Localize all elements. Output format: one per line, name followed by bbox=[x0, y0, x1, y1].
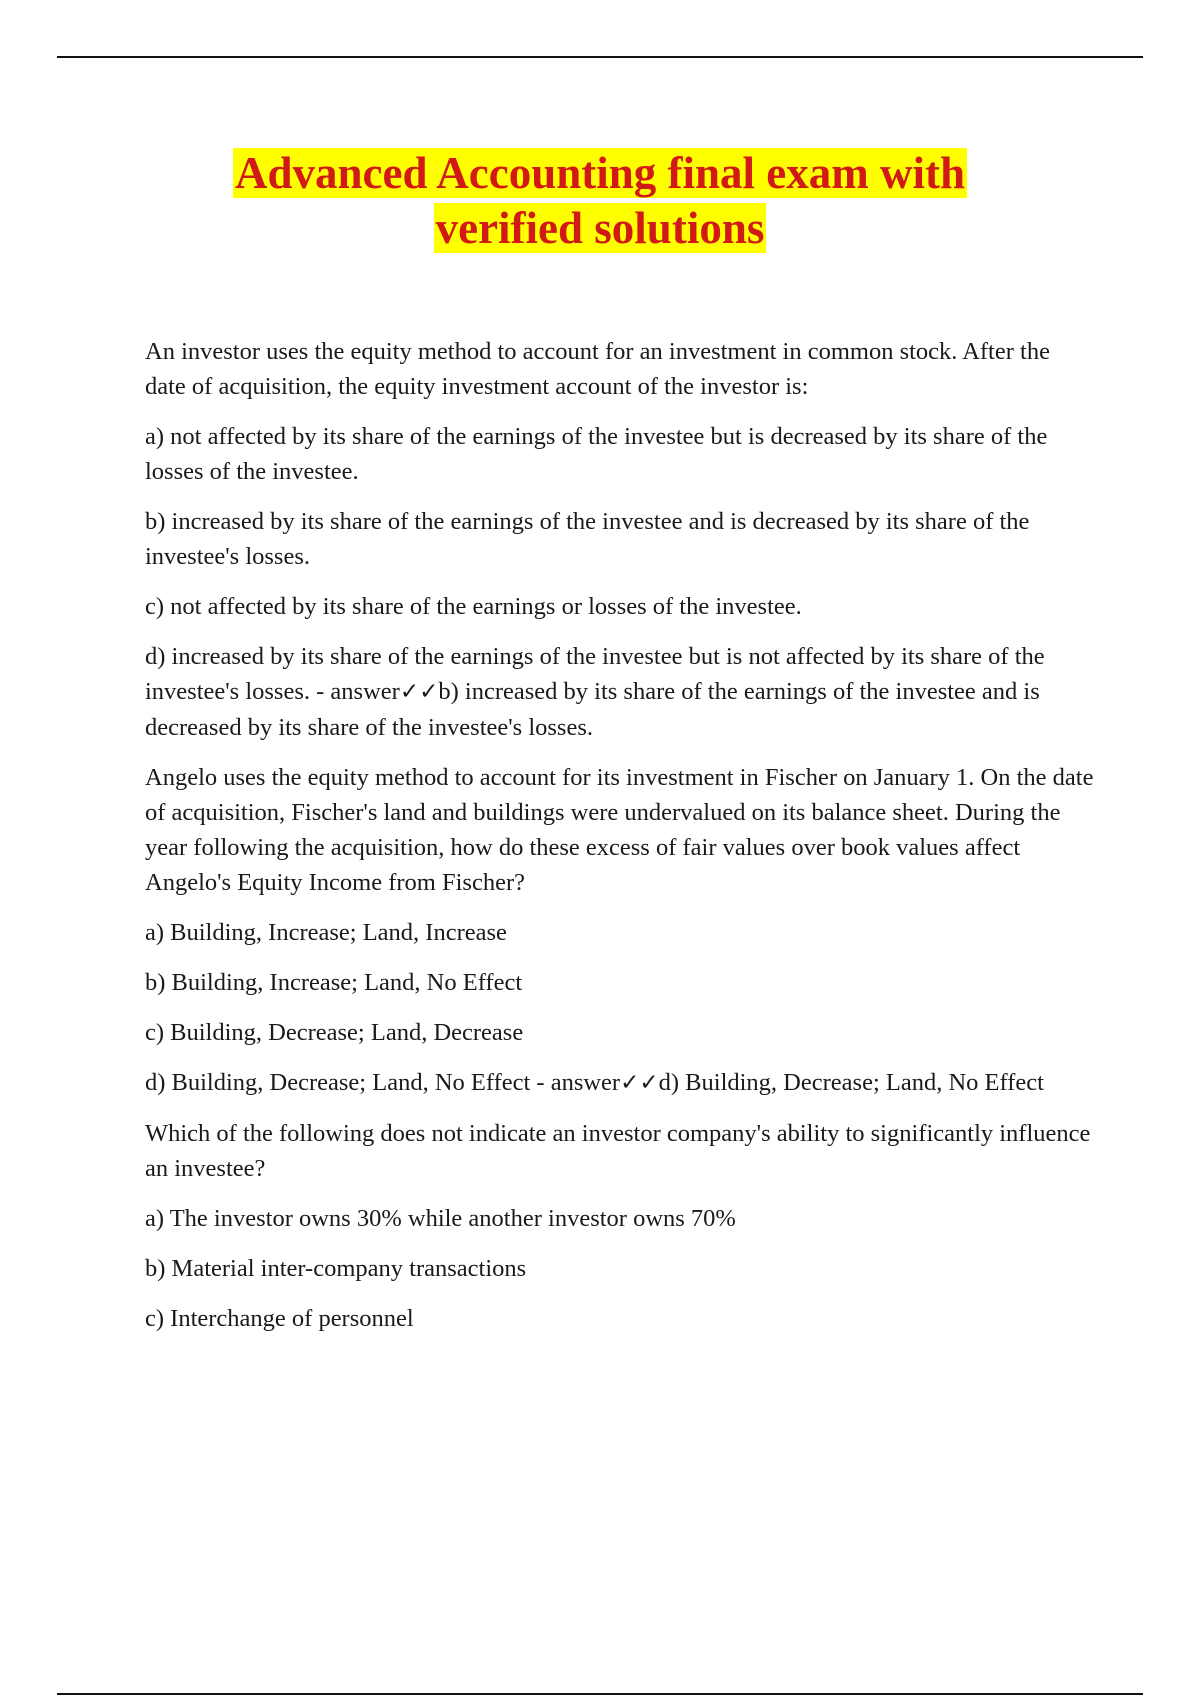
question-option: c) Interchange of personnel bbox=[145, 1305, 414, 1332]
title-block bbox=[0, 146, 1200, 256]
question-option: a) Building, Increase; Land, Increase bbox=[145, 919, 507, 946]
question-stem: Which of the following does not indicate an investor company's ability to significantly influence an investee? bbox=[145, 1120, 1091, 1182]
answer-text: d) Building, Decrease; Land, No Effect bbox=[658, 1069, 1044, 1096]
question-option: b) Building, Increase; Land, No Effect bbox=[145, 969, 523, 996]
top-rule bbox=[57, 56, 1143, 58]
check-mark-icon: ✓✓ bbox=[399, 679, 439, 705]
question-option: b) Material inter-company transactions bbox=[145, 1255, 527, 1282]
document-body bbox=[145, 334, 1095, 1351]
document-title: Advanced Accounting final exam with verified solutions bbox=[234, 148, 966, 253]
question-option-with-answer bbox=[145, 1065, 1095, 1101]
question-option: d) Building, Decrease; Land, No Effect - answer bbox=[145, 1069, 621, 1096]
question-option: a) not affected by its share of the earnings of the investee but is decreased by its share of the losses of the investee. bbox=[145, 423, 1048, 485]
answer-text: b) increased by its share of the earnings of the investee and is decreased by its share of the investee's losses. bbox=[145, 678, 1040, 741]
question-option: c) not affected by its share of the earnings or losses of the investee. bbox=[145, 593, 802, 620]
check-mark-icon: ✓✓ bbox=[620, 1070, 659, 1096]
question-option: b) increased by its share of the earnings of the investee and is decreased by its share of the investee's losses. bbox=[145, 508, 1030, 570]
question-option: d) increased by its share of the earnings of the investee but is not affected by its share of the investee's losses. - answer bbox=[145, 643, 1045, 705]
question-option: c) Building, Decrease; Land, Decrease bbox=[145, 1019, 524, 1046]
question-stem: Angelo uses the equity method to account for its investment in Fischer on January 1. On the date of acquisition, Fischer's land and buildings were undervalued on its balance sheet. During the year following the acquisition, how do these excess of fair values over book values affect Angelo's Equity Income from Fischer? bbox=[145, 764, 1094, 896]
question-option-with-answer bbox=[145, 639, 1095, 745]
bottom-rule bbox=[57, 1693, 1143, 1695]
question-stem: An investor uses the equity method to account for an investment in common stock. After the date of acquisition, the equity investment account of the investor is: bbox=[145, 338, 1050, 400]
question-option: a) The investor owns 30% while another investor owns 70% bbox=[145, 1205, 736, 1232]
